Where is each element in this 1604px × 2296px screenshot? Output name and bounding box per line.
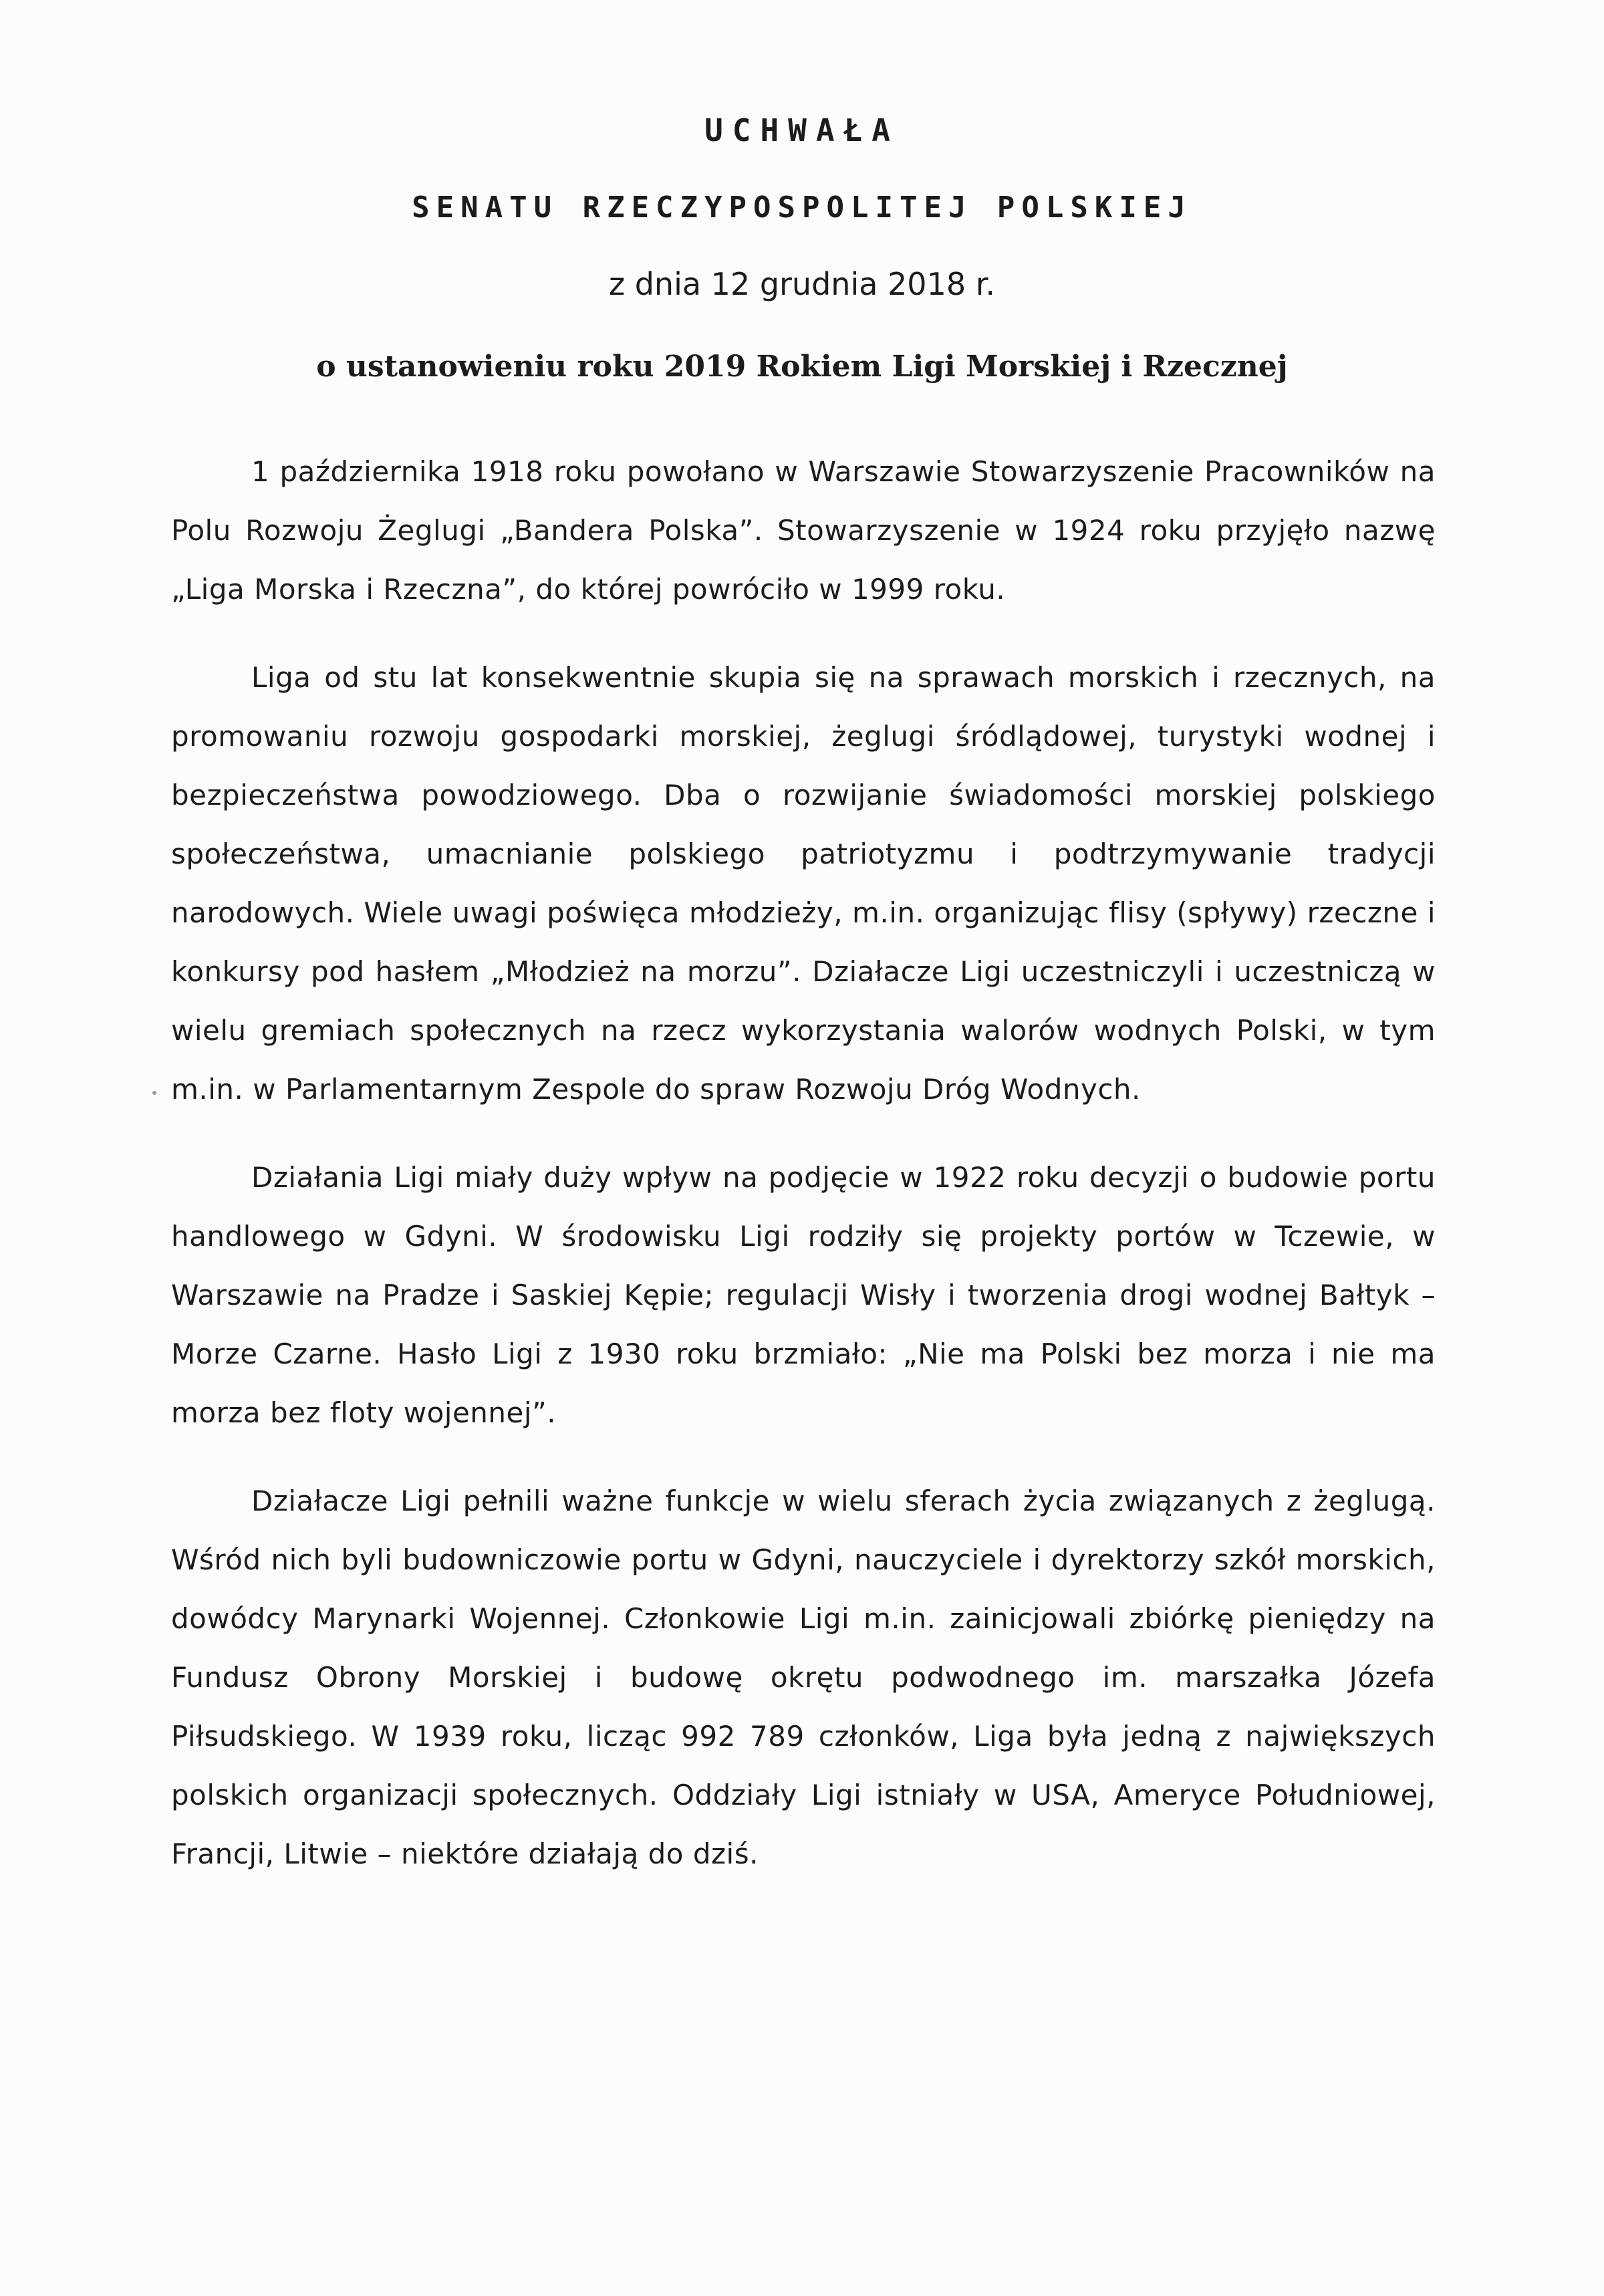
- scan-speck: [152, 1091, 156, 1095]
- document-topic: o ustanowieniu roku 2019 Rokiem Ligi Morskiej i Rzecznej: [316, 350, 1288, 384]
- paragraph-4: Działacze Ligi pełnili ważne funkcje w wielu sferach życia związanych z żeglugą. Wśród nich byli budowniczowie portu w Gdyni, nauczyciele i dyrektorzy szkół morskich, dowódcy Marynarki Wojennej. Członkowie Ligi m.in. zainicjowali zbiórkę pieniędzy na Fundusz Obrony Morskiej i budowę okrętu podwodnego im. marszałka Józefa Piłsudskiego. W 1939 roku, licząc 992 789 członków, Liga była jedną z największych polskich organizacji społecznych. Oddziały Ligi istniały w USA, Ameryce Południowej, Francji, Litwie – niektóre działają do dziś.: [171, 1485, 1436, 1870]
- document-body: [171, 442, 1436, 1884]
- paragraph-1: 1 października 1918 roku powołano w Warszawie Stowarzyszenie Pracowników na Polu Rozwoju Żeglugi „Bandera Polska”. Stowarzyszenie w 1924 roku przyjęło nazwę „Liga Morska i Rzeczna”, do której powróciło w 1999 roku.: [171, 455, 1436, 606]
- paragraph-3: Działania Ligi miały duży wpływ na podjęcie w 1922 roku decyzji o budowie portu handlowego w Gdyni. W środowisku Ligi rodziły się projekty portów w Tczewie, w Warszawie na Pradze i Saskiej Kępie; regulacji Wisły i tworzenia drogi wodnej Bałtyk – Morze Czarne. Hasło Ligi z 1930 roku brzmiało: „Nie ma Polski bez morza i nie ma morza bez floty wojennej”.: [171, 1161, 1436, 1429]
- document-issuer: SENATU RZECZYPOSPOLITEJ POLSKIEJ: [412, 190, 1192, 225]
- document-title: UCHWAŁA: [704, 112, 900, 148]
- paragraph-2: Liga od stu lat konsekwentnie skupia się na sprawach morskich i rzecznych, na promowaniu rozwoju gospodarki morskiej, żeglugi śródlądowej, turystyki wodnej i bezpieczeństwa powodziowego. Dba o rozwijanie świadomości morskiej polskiego społeczeństwa, umacnianie polskiego patriotyzmu i podtrzymywanie tradycji narodowych. Wiele uwagi poświęca młodzieży, m.in. organizując flisy (spływy) rzeczne i konkursy pod hasłem „Młodzież na morzu”. Działacze Ligi uczestniczyli i uczestniczą w wielu gremiach społecznych na rzecz wykorzystania walorów wodnych Polski, w tym m.in. w Parlamentarnym Zespole do spraw Rozwoju Dróg Wodnych.: [171, 661, 1436, 1106]
- document-date: z dnia 12 grudnia 2018 r.: [608, 266, 996, 302]
